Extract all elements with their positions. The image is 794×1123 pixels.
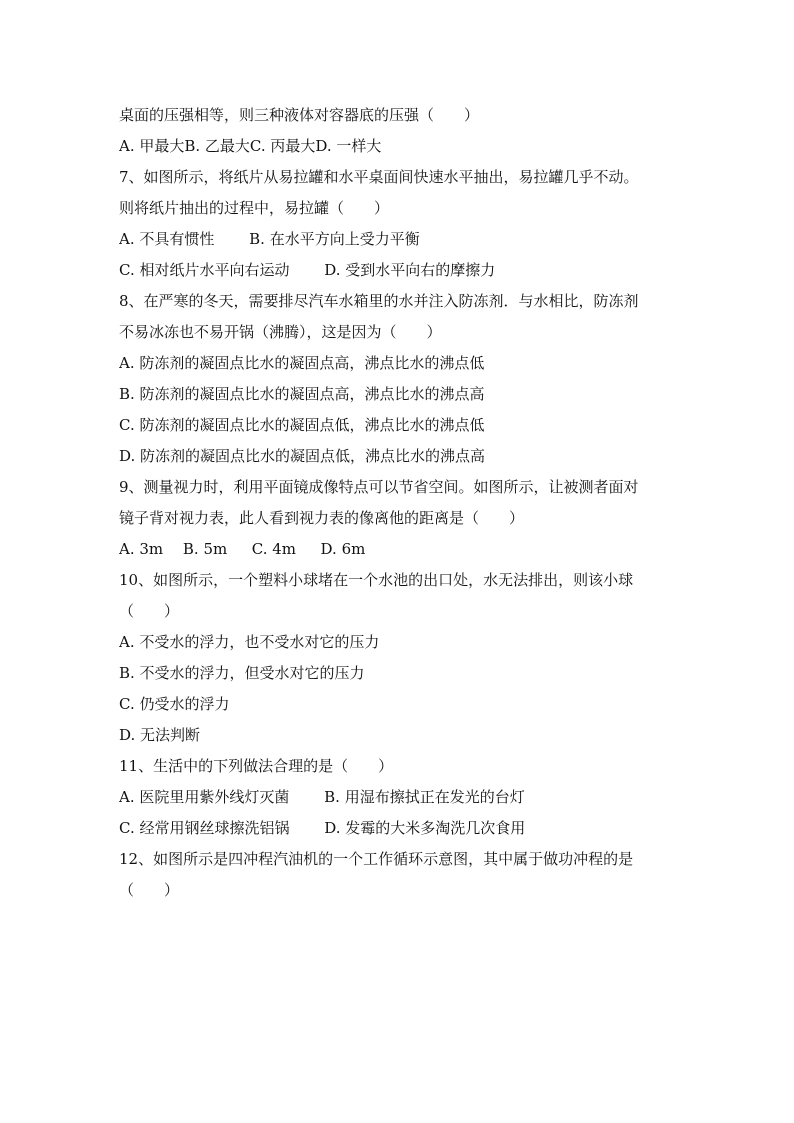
text-line-q12-stem-1: 12、如图所示是四冲程汽油机的一个工作循环示意图，其中属于做功冲程的是 — [119, 850, 634, 868]
text-line-q6-options: A. 甲最大B. 乙最大C. 丙最大D. 一样大 — [119, 137, 382, 155]
text-line-q7-stem-2: 则将纸片抽出的过程中，易拉罐（ ） — [119, 199, 390, 217]
text-line-q8-stem-2: 不易冰冻也不易开锅（沸腾），这是因为（ ） — [119, 323, 442, 341]
question-text-block — [119, 100, 679, 906]
text-line-q8-option-b: B. 防冻剂的凝固点比水的凝固点高，沸点比水的沸点高 — [119, 385, 485, 403]
text-line-q10-option-a: A. 不受水的浮力，也不受水对它的压力 — [119, 633, 380, 651]
text-line-q9-options: A. 3m B. 5m C. 4m D. 6m — [119, 540, 366, 558]
text-line-q8-stem-1: 8、在严寒的冬天，需要排尽汽车水箱里的水并注入防冻剂．与水相比，防冻剂 — [119, 292, 639, 310]
text-line-q8-option-a: A. 防冻剂的凝固点比水的凝固点高，沸点比水的沸点低 — [119, 354, 485, 372]
text-line-q12-stem-2: （ ） — [119, 881, 180, 899]
text-line-q7-options-ab: A. 不具有惯性 B. 在水平方向上受力平衡 — [119, 230, 420, 248]
text-line-q11-options-ab: A. 医院里用紫外线灯灭菌 B. 用湿布擦拭正在发光的台灯 — [119, 788, 525, 806]
text-line-q8-option-d: D. 防冻剂的凝固点比水的凝固点低，沸点比水的沸点高 — [119, 447, 486, 465]
text-line-q10-option-d: D. 无法判断 — [119, 726, 201, 744]
text-line-q9-stem-2: 镜子背对视力表，此人看到视力表的像离他的距离是（ ） — [119, 509, 525, 527]
text-line-q11-options-cd: C. 经常用钢丝球擦洗铝锅 D. 发霉的大米多淘洗几次食用 — [119, 819, 526, 837]
text-line-q10-option-b: B. 不受水的浮力，但受水对它的压力 — [119, 664, 365, 682]
text-line-q11-stem: 11、生活中的下列做法合理的是（ ） — [119, 757, 394, 775]
text-line-q7-options-cd: C. 相对纸片水平向右运动 D. 受到水平向右的摩擦力 — [119, 261, 496, 279]
text-line-q8-option-c: C. 防冻剂的凝固点比水的凝固点低，沸点比水的沸点低 — [119, 416, 485, 434]
text-line-q6-stem-end: 桌面的压强相等，则三种液体对容器底的压强（ ） — [119, 106, 480, 124]
text-line-q10-option-c: C. 仍受水的浮力 — [119, 695, 230, 713]
text-line-q9-stem-1: 9、测量视力时，利用平面镜成像特点可以节省空间。如图所示，让被测者面对 — [119, 478, 639, 496]
text-line-q10-stem-2: （ ） — [119, 602, 180, 620]
text-line-q7-stem-1: 7、如图所示，将纸片从易拉罐和水平桌面间快速水平抽出，易拉罐几乎不动。 — [119, 168, 639, 186]
text-line-q10-stem-1: 10、如图所示，一个塑料小球堵在一个水池的出口处，水无法排出，则该小球 — [119, 571, 634, 589]
